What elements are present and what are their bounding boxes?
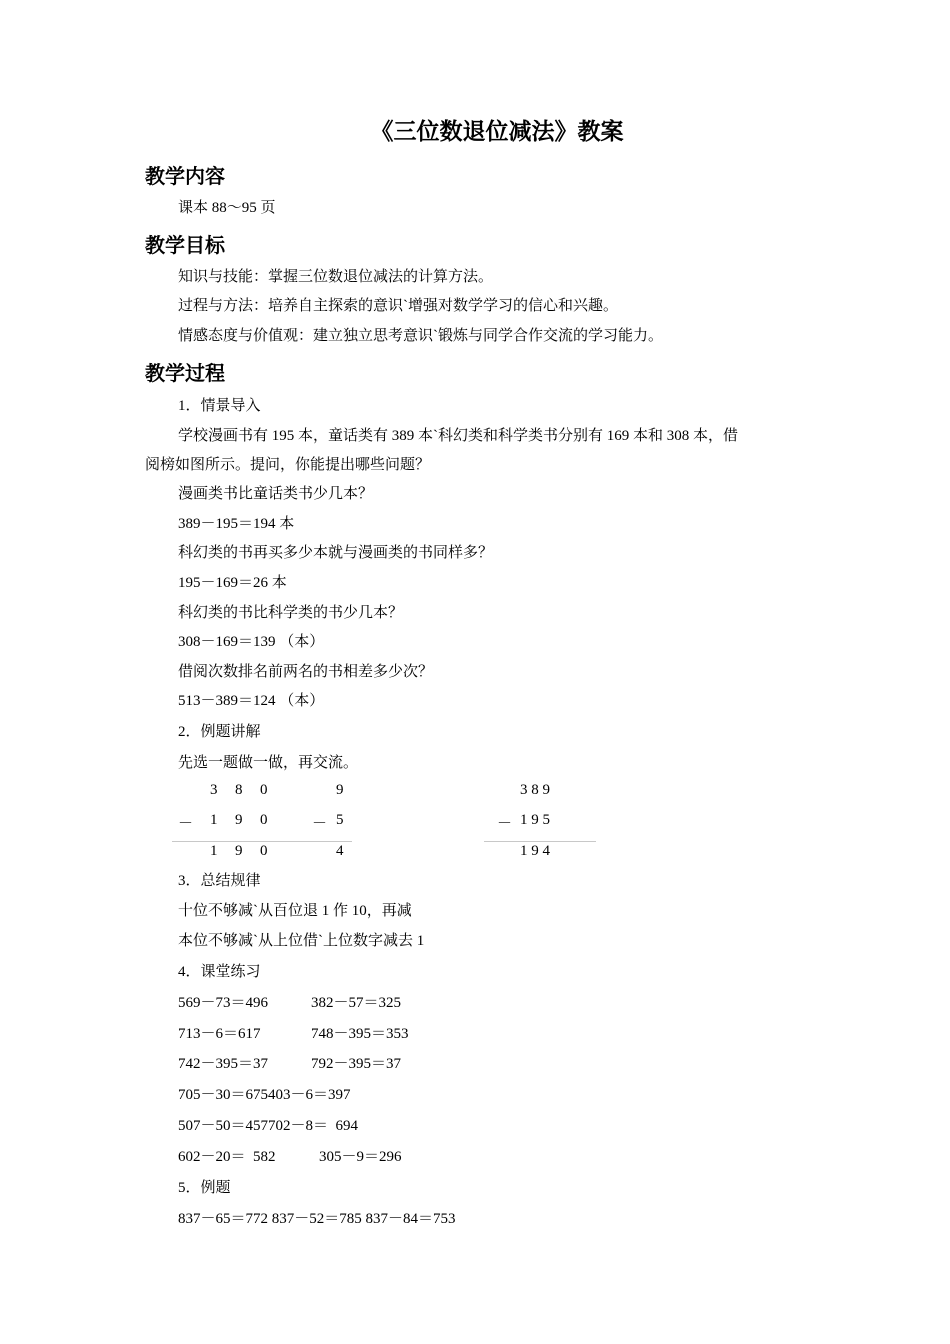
step-1-label: 1．情景导入 [178,398,261,414]
calc1-divider-line [172,841,352,842]
step-2-label: 2．例题讲解 [178,724,261,740]
calc1-result-digit: 0 [260,843,268,859]
calc1-top-digit: 0 [260,782,268,798]
exercise: 748－395＝353 [311,1026,409,1042]
exercise: 569－73＝496 [178,995,269,1011]
calc1-bottom-digit: 1 [210,812,218,828]
calc3-result: 1 9 4 [520,843,550,859]
step-1-intro-line-2: 阅榜如图所示。提问，你能提出哪些问题？ [145,457,431,473]
step-2-text: 先选一题做一做，再交流。 [178,755,359,771]
step-3-label: 3．总结规律 [178,873,261,889]
calc2-bottom: 5 [336,812,344,828]
calc1-minus-sign: － [178,816,194,832]
rule-2: 本位不够减`从上位借`上位数字减去 1 [178,933,425,949]
calc3-bottom: 1 9 5 [520,812,550,828]
step-1-intro-line-1: 学校漫画书有 195 本，童话类有 389 本`科幻类和科学类书分别有 169 本和 308 本，借 [178,428,738,444]
objective-process: 过程与方法：培养自主探索的意识`增强对数学学习的信心和兴趣。 [178,298,618,314]
exercise: 742－395＝37 [178,1056,269,1072]
question-3: 科幻类的书比科学类的书少几本？ [178,605,404,621]
step-5-label: 5．例题 [178,1180,231,1196]
calc2-minus-sign: － [312,816,328,832]
calc2-result: 4 [336,843,344,859]
question-4: 借阅次数排名前两名的书相差多少次？ [178,664,434,680]
answer-4: 513－389＝124 （本） [178,693,325,709]
objective-knowledge: 知识与技能：掌握三位数退位减法的计算方法。 [178,269,494,285]
calc3-minus-sign: － [497,816,513,832]
calc1-result-digit: 9 [235,843,243,859]
calc1-top-digit: 3 [210,782,218,798]
answer-1: 389－195＝194 本 [178,516,295,532]
calc3-divider-line [484,841,596,842]
exercise: 713－6＝617 [178,1026,261,1042]
question-2: 科幻类的书再买多少本就与漫画类的书同样多？ [178,545,494,561]
rule-1: 十位不够减`从百位退 1 作 10，再减 [178,903,412,919]
answer-3: 308－169＝139 （本） [178,634,325,650]
exercise: 602－20＝ 582 [178,1149,276,1165]
calc1-bottom-digit: 0 [260,812,268,828]
question-1: 漫画类书比童话类书少几本？ [178,486,374,502]
calc1-result-digit: 1 [210,843,218,859]
paragraph-textbook-pages: 课本 88～95 页 [178,200,276,216]
exercise: 305－9＝296 [319,1149,402,1165]
section-heading-process: 教学过程 [145,361,225,385]
example-equations: 837－65＝772 837－52＝785 837－84＝753 [178,1211,456,1227]
section-heading-objectives: 教学目标 [145,233,225,257]
calc2-top: 9 [336,782,344,798]
exercise: 792－395＝37 [311,1056,402,1072]
document-title: 《三位数退位减法》教案 [370,119,624,145]
objective-attitude: 情感态度与价值观：建立独立思考意识`锻炼与同学合作交流的学习能力。 [178,328,663,344]
calc1-bottom-digit: 9 [235,812,243,828]
exercise: 382－57＝325 [311,995,402,1011]
exercise: 507－50＝457702－8＝ 694 [178,1118,359,1134]
exercise: 705－30＝675403－6＝397 [178,1087,351,1103]
calc3-top: 3 8 9 [520,782,550,798]
section-heading-content: 教学内容 [145,164,225,188]
calc1-top-digit: 8 [235,782,243,798]
answer-2: 195－169＝26 本 [178,575,287,591]
step-4-label: 4．课堂练习 [178,964,261,980]
